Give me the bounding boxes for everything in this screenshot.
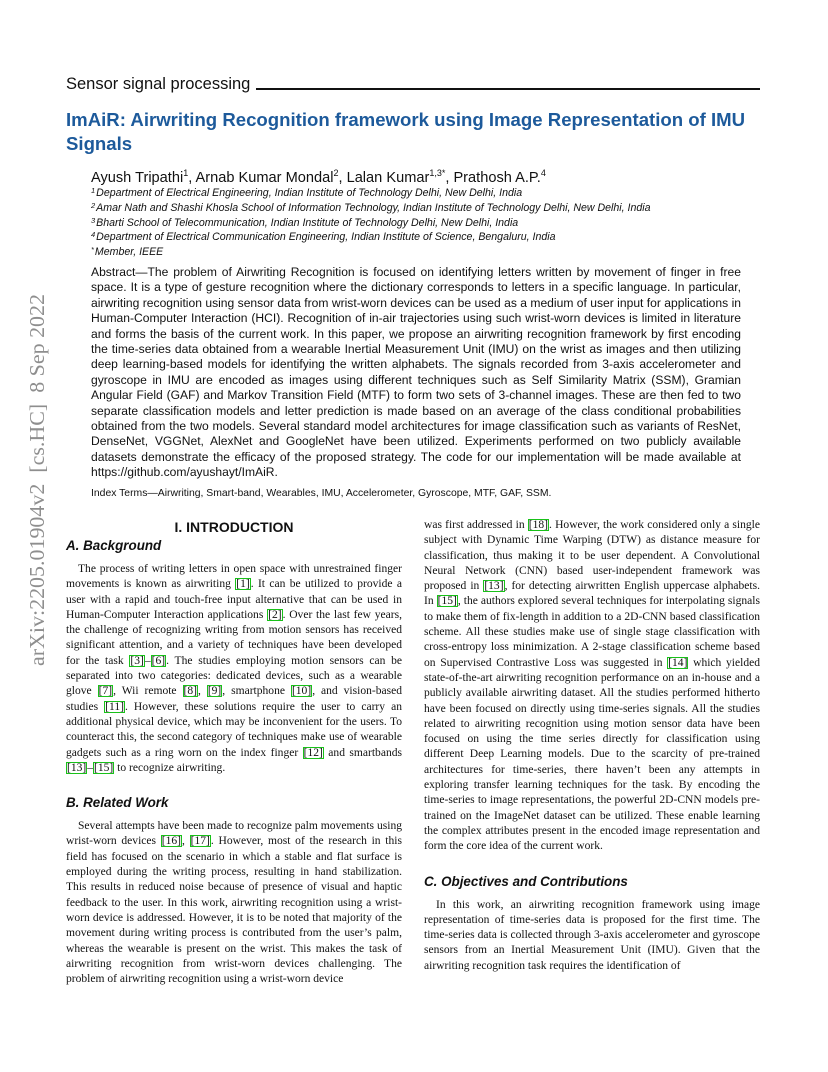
citation-link[interactable]: [8] bbox=[183, 685, 197, 698]
affiliation-text: Bharti School of Telecommunication, Indian Institute of Technology Delhi, New Delhi, India bbox=[96, 216, 519, 229]
author-name: Prathosh A.P. bbox=[453, 170, 541, 186]
paper-title: ImAiR: Airwriting Recognition framework using Image Representation of IMU Signals bbox=[66, 109, 746, 154]
spacer bbox=[424, 855, 760, 872]
text-run: , the authors explored several techniques for interpolating signals to make them of fix-length in addition to a 2D-CNN based classification scheme. All these studies make use of single stage classification with cross-entropy loss minimization. A 2-stage classification scheme based on Supervised Contrastive Loss was suggested in bbox=[424, 595, 760, 669]
author-name: Arnab Kumar Mondal bbox=[195, 170, 334, 186]
text-run: , bbox=[182, 835, 190, 848]
text-run: . The studies employing motion sensors can be separated into two categories: dedicated devices, such as a wearable glove bbox=[66, 654, 402, 698]
citation-link[interactable]: [16] bbox=[161, 835, 182, 848]
arxiv-identifier: arXiv:2205.01904v2 [cs.HC] 8 Sep 2022 bbox=[25, 301, 49, 666]
affiliation-mark: 2 bbox=[91, 200, 96, 210]
body-column-left bbox=[66, 518, 402, 987]
affiliation bbox=[91, 184, 771, 199]
citation-link[interactable]: [17] bbox=[190, 835, 210, 848]
affiliation-mark: 1 bbox=[91, 186, 96, 195]
author-name: Lalan Kumar bbox=[346, 170, 430, 186]
section-heading: I. INTRODUCTION bbox=[174, 519, 294, 535]
citation-link[interactable]: [14] bbox=[668, 656, 688, 669]
text-run: – bbox=[87, 761, 94, 774]
text-run: , smartphone bbox=[222, 685, 291, 698]
text-run: , for detecting airwritten English uppercase alphabets. In bbox=[424, 580, 761, 608]
author-name: Ayush Tripathi bbox=[91, 170, 184, 186]
citation-link[interactable]: [10] bbox=[291, 685, 312, 698]
citation-link[interactable]: [13] bbox=[67, 761, 87, 774]
affiliation bbox=[91, 243, 771, 258]
citation-link[interactable]: [15] bbox=[437, 595, 457, 608]
affiliation-list bbox=[91, 184, 771, 258]
citation-link[interactable]: [12] bbox=[303, 746, 323, 759]
affiliation-mark: * bbox=[91, 245, 94, 255]
text-run: to recognize airwriting. bbox=[114, 761, 226, 774]
author-affiliation-mark: 1 bbox=[183, 168, 189, 178]
affiliation-mark: 3 bbox=[91, 215, 96, 225]
text-run: . It can be utilized to provide a user with a rapid and touch-free input alternative that can be used in Human-Computer Interaction applications bbox=[66, 578, 402, 621]
citation-link[interactable]: [7] bbox=[98, 685, 113, 698]
text-run: In this work, an airwriting recognition framework using image representation of time-series data is proposed for the first time. The time-series data is collected through 3-axis accelerometer and gyroscope sensors from an Inertial Measurement Unit (IMU). Given that the airwriting recognition task requires the identification of bbox=[424, 898, 760, 972]
text-run: , and vision-based studies bbox=[66, 685, 403, 713]
citation-link[interactable]: [3] bbox=[130, 654, 144, 667]
affiliation-text: Member, IEEE bbox=[94, 246, 164, 259]
spacer bbox=[66, 776, 402, 793]
citation-link[interactable]: [2] bbox=[268, 608, 282, 621]
author-affiliation-mark: 1,3* bbox=[429, 168, 446, 178]
citation-link[interactable]: [1] bbox=[236, 578, 250, 591]
text-run: , Wii remote bbox=[113, 685, 183, 698]
running-section-header bbox=[66, 74, 760, 94]
body-column-right bbox=[424, 518, 760, 974]
subsection-heading: C. Objectives and Contributions bbox=[424, 873, 628, 889]
text-run: . However, the work considered only a single subject with Dynamic Time Warping (DTW) as distance measure for classification, thus making it to be user dependent. A Convolutional Neural Network (CNN) based user-independent framework was proposed in bbox=[424, 519, 760, 593]
subsection-heading: A. Background bbox=[66, 538, 162, 553]
author-affiliation-mark: 2 bbox=[333, 168, 339, 178]
text-run: The process of writing letters in open space with unrestrained finger movements is known as airwriting bbox=[66, 563, 402, 591]
citation-link[interactable]: [11] bbox=[105, 700, 124, 713]
text-run: , bbox=[197, 685, 207, 698]
header-rule bbox=[256, 88, 760, 90]
paragraph bbox=[424, 898, 760, 974]
paragraph bbox=[66, 819, 402, 987]
citation-link[interactable]: [15] bbox=[94, 761, 114, 774]
affiliation-text: Department of Electrical Engineering, Indian Institute of Technology Delhi, New Delhi, India bbox=[96, 187, 523, 199]
author-list: Ayush Tripathi$^1$, Arnab Kumar Mondal$^2$, Lalan Kumar$^{1,3*}$, Prathosh A.P.$^4$ bbox=[91, 168, 546, 186]
text-run: Several attempts have been made to recognize palm movements using wrist-worn devices bbox=[66, 820, 402, 848]
affiliation bbox=[91, 214, 771, 229]
arxiv-stamp bbox=[14, 290, 54, 670]
text-run: and smartbands bbox=[323, 746, 402, 759]
citation-link[interactable]: [9] bbox=[207, 685, 222, 698]
citation-link[interactable]: [18] bbox=[528, 519, 549, 531]
citation-link[interactable]: [6] bbox=[151, 654, 166, 667]
index-terms: Index Terms—Airwriting, Smart-band, Wearables, IMU, Accelerometer, Gyroscope, MTF, GAF, SSM. bbox=[91, 488, 552, 499]
author-affiliation-mark: 4 bbox=[540, 168, 546, 178]
affiliation bbox=[91, 228, 771, 243]
affiliation-mark: 4 bbox=[91, 230, 96, 240]
affiliation-text: Department of Electrical Communication Engineering, Indian Institute of Science, Bengaluru, India bbox=[96, 231, 556, 244]
text-run: which yielded state-of-the-art airwriting recognition performance on an in-house and a publicly available airwriting dataset. All the studies performed hitherto have been focused on directly using time-series signals. All the studies related to airwriting recognition using motion sensor data have been focused on using the time series directly for classification using different Deep Learning models. Due to the scarcity of pre-trained architectures for time-series, there haven’t been any attempts in exploring transfer learning techniques for the task. By encoding the time-series to image representations, the powerful 2D-CNN models pre-trained on the ImageNet dataset can be utilized. These enable learning the complex attributes present in the encoded image representation and form the core idea of the current work. bbox=[424, 656, 760, 853]
text-run: was first addressed in bbox=[424, 519, 528, 531]
text-run: . However, these solutions require the user to carry an additional physical device, which may be inconvenient for the users. To counteract this, the second category of techniques make use of wearable gadgets such as a ring worn on the index finger bbox=[66, 700, 402, 759]
subsection-heading: B. Related Work bbox=[66, 795, 169, 811]
text-run: – bbox=[144, 654, 151, 667]
citation-link[interactable]: [13] bbox=[484, 580, 504, 593]
affiliation-text: Amar Nath and Shashi Khosla School of Information Technology, Indian Institute of Technology Delhi, New Delhi, India bbox=[96, 201, 651, 214]
section-label: Sensor signal processing bbox=[66, 75, 251, 93]
paragraph bbox=[424, 518, 760, 855]
affiliation bbox=[91, 199, 771, 214]
text-run: . Over the last few years, the challenge of recognizing writing from motion sensors has received significant attention, and a variety of techniques have been developed for the task bbox=[66, 608, 402, 667]
paragraph bbox=[66, 562, 402, 776]
abstract: Abstract—The problem of Airwriting Recognition is focused on identifying letters written by movement of finger in free space. It is a type of gesture recognition where the dictionary corresponds to letters in a specific language. In particular, airwriting recognition using sensor data from wrist-worn devices can be used as a medium of user input for applications in Human-Computer Interaction (HCI). Recognition of in-air trajectories using such wrist-worn devices is limited in literature and forms the basis of the current work. In this paper, we propose an airwriting recognition framework by first encoding the time-series data obtained from a wearable Inertial Measurement Unit (IMU) on the wrist as images and then utilizing deep learning-based models for identifying the written alphabets. The signals recorded from 3-axis accelerometer and gyroscope in IMU are encoded as images using different techniques such as Self Similarity Matrix (SSM), Gramian Angular Field (GAF) and Markov Transition Field (MTF) to form two sets of 3-channel images. These are then fed to two separate classification models and letter prediction is made based on an average of the class conditional probabilities obtained from the two models. Several standard model architectures for image classification such as variants of ResNet, DenseNet, VGGNet, AlexNet and GoogleNet have been utilized. Experiments performed on two publicly available datasets demonstrate the efficacy of the proposed strategy. The code for our implementation will be made available at https://github.com/ayushayt/ImAiR. bbox=[91, 265, 741, 480]
text-run: . However, most of the research in this field has focused on the scenario in which a stable and flat surface is employed during the writing process, resulting in hand stabilization. This results in reduced noise because of presence of visual and haptic feedback to the user. In this work, airwriting recognition using a wrist-worn device is addressed. However, it is to be noted that majority of the movement during writing process is contributed from the user’s palm, whereas the wearable is present on the wrist. This makes the task of airwriting recognition from wrist-worn devices challenging. The problem of airwriting recognition using a wrist-worn device bbox=[66, 835, 402, 986]
